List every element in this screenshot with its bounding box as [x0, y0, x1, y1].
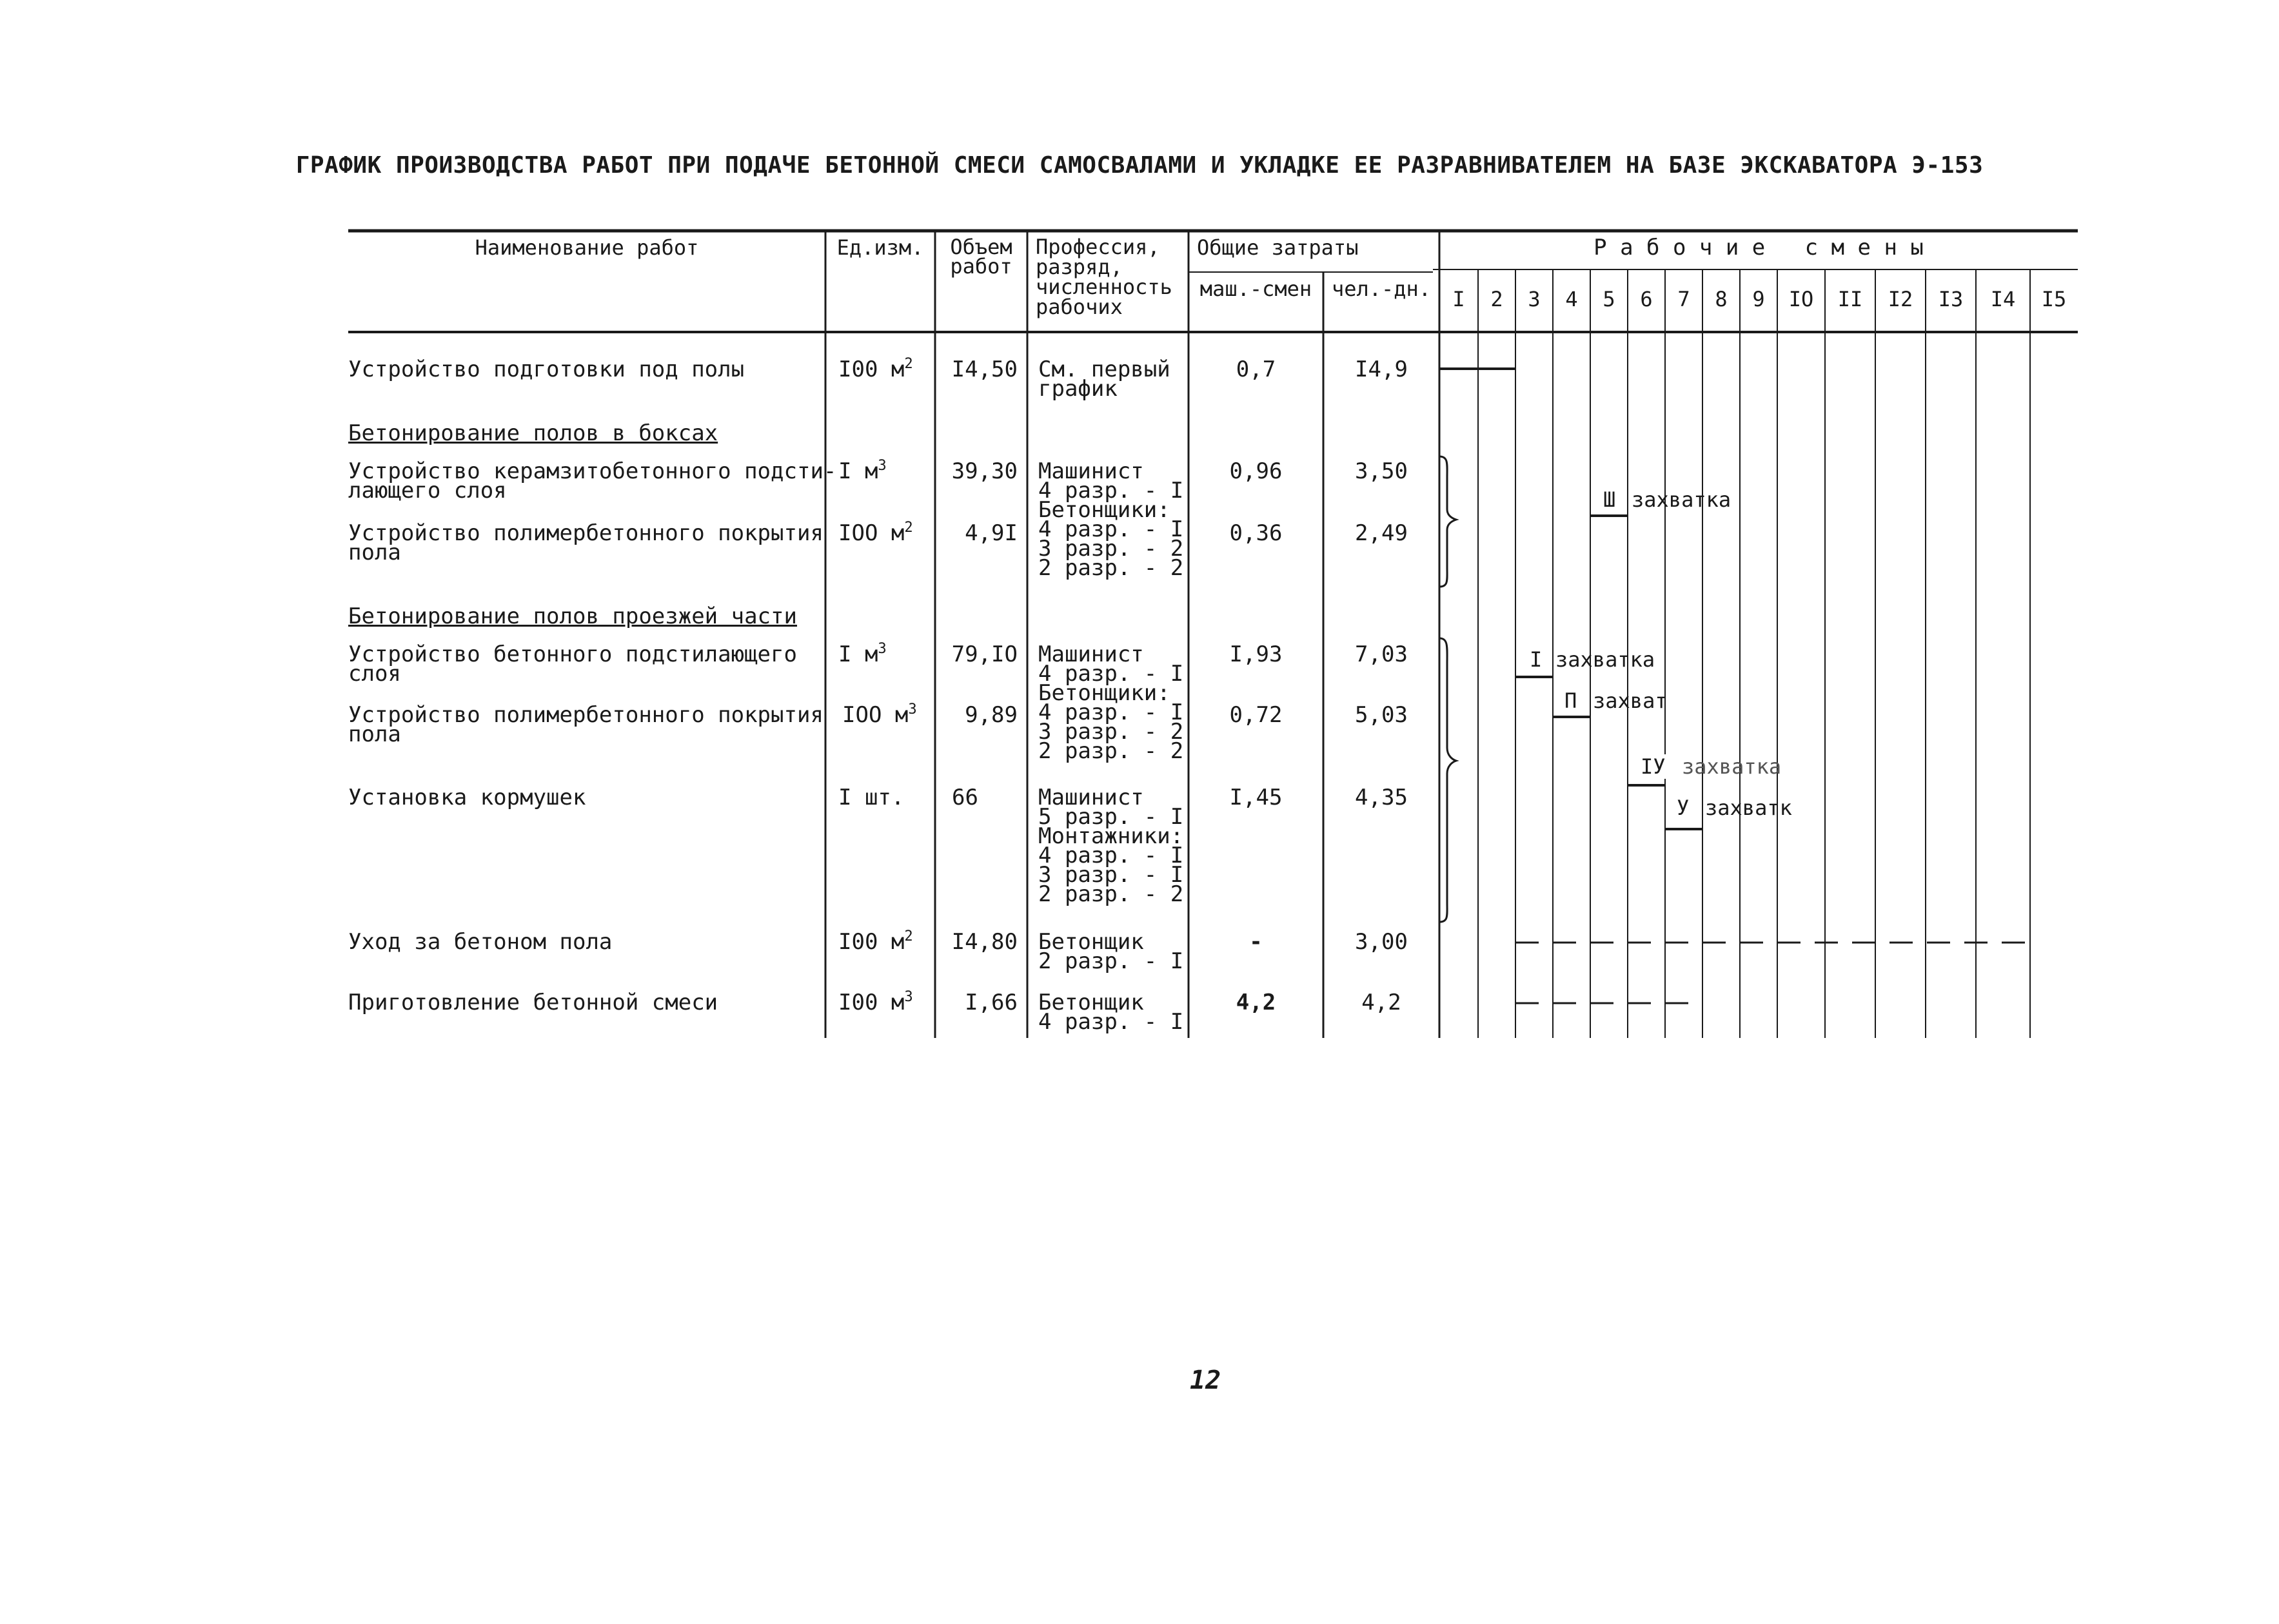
section-heading: Бетонирование полов проезжей части — [348, 603, 797, 629]
row-unit: I $м^3$ — [838, 640, 887, 667]
row-mach: I,45 — [1229, 785, 1283, 810]
row-name: Устройство полимербетонного покрытия пола — [348, 520, 824, 565]
row-volume: I4,80 — [951, 929, 1018, 955]
row-name: Уход за бетоном пола — [348, 929, 613, 955]
row-profession: Бетонщик 2 разр. - I — [1038, 929, 1184, 974]
row-mach: 0,7 — [1236, 357, 1276, 382]
row-mach: - — [1249, 929, 1263, 955]
brace-group1 — [1439, 456, 1456, 587]
row-man: 4,2 — [1361, 990, 1401, 1015]
row-unit: I00 $м^2$ — [838, 927, 913, 955]
header-name: Наименование работ — [475, 235, 699, 260]
row-name: Установка кормушек — [348, 785, 586, 810]
brace-group2 — [1439, 638, 1456, 922]
shift-number: 8 — [1715, 287, 1728, 311]
shift-number: I4 — [1990, 287, 2016, 311]
row-mach: 0,72 — [1229, 702, 1283, 728]
row-unit: I $м^3$ — [838, 456, 887, 484]
row-mach: I,93 — [1229, 641, 1283, 667]
row-volume: I,66 — [965, 990, 1018, 1015]
row-mach: 0,36 — [1229, 520, 1283, 546]
shift-number: II — [1837, 287, 1863, 311]
row-volume: 79,IO — [951, 641, 1018, 667]
row-man: 7,03 — [1355, 641, 1408, 667]
row-volume: 66 — [952, 785, 978, 810]
gantt-label-text: захват — [1593, 689, 1668, 713]
shift-number: I5 — [2041, 287, 2067, 311]
row-unit: IOO $м^2$ — [838, 518, 913, 546]
row-man: 2,49 — [1355, 520, 1408, 546]
header-mach: маш.-смен — [1199, 277, 1312, 301]
gantt-label-num: Ш — [1603, 487, 1616, 512]
header-profession: Профессия, разряд, численность рабочих — [1036, 235, 1172, 319]
gantt-label-num: П — [1564, 689, 1577, 713]
group-profession: Машинист 4 разр. - I Бетонщики: 4 разр. - I 3 разр. - 2 2 разр. - 2 — [1038, 458, 1184, 581]
row-name: Устройство полимербетонного покрытия пола — [348, 702, 824, 747]
row-man: 4,35 — [1355, 785, 1408, 810]
shift-number: 3 — [1528, 287, 1541, 311]
row-mach: 0,96 — [1229, 458, 1283, 484]
row-volume: I4,50 — [951, 357, 1018, 382]
shift-number: 5 — [1603, 287, 1615, 311]
shift-number: 4 — [1565, 287, 1578, 311]
row-man: I4,9 — [1355, 357, 1408, 382]
shift-number: I3 — [1938, 287, 1964, 311]
row-profession: Машинист 5 разр. - I Монтажники: 4 разр. - I 3 разр. - I 2 разр. - 2 — [1038, 785, 1184, 907]
row-unit: I00 $м^3$ — [838, 988, 913, 1015]
row-volume: 39,30 — [951, 458, 1018, 484]
shift-number: 2 — [1490, 287, 1503, 311]
gantt-label-text: захватка — [1632, 487, 1731, 512]
header-unit: Ед.изм. — [836, 235, 924, 260]
row-unit: I шт. — [838, 785, 905, 810]
row-unit: IOO $м^3$ — [842, 700, 917, 728]
gantt-label-num: У — [1677, 796, 1690, 820]
row-man: 3,50 — [1355, 458, 1408, 484]
page-title: ГРАФИК ПРОИЗВОДСТВА РАБОТ ПРИ ПОДАЧЕ БЕТОННОЙ СМЕСИ САМОСВАЛАМИ И УКЛАДКЕ ЕЕ РАЗРАВНИВАТЕЛЕМ НА БАЗЕ ЭКСКАВАТОРА Э-153 — [295, 152, 1984, 179]
shift-number: 9 — [1752, 287, 1765, 311]
row-name: Устройство подготовки под полы — [348, 357, 745, 382]
row-unit: I00 $м^2$ — [838, 355, 913, 382]
shift-number: I — [1452, 287, 1465, 311]
row-name: Устройство керамзитобетонного подсти- лающего слоя — [348, 458, 837, 504]
row-man: 3,00 — [1355, 929, 1408, 955]
row-volume: 4,9I — [965, 520, 1018, 546]
gantt-label-text: захватка — [1682, 754, 1782, 779]
row-name: Приготовление бетонной смеси — [348, 990, 718, 1015]
shift-number: IO — [1788, 287, 1814, 311]
gantt-label-text: захватк — [1705, 796, 1792, 820]
row-volume: 9,89 — [965, 702, 1018, 728]
header-man: чел.-дн. — [1331, 277, 1432, 301]
row-profession: Бетонщик 4 разр. - I — [1038, 990, 1184, 1035]
page-number: 12 — [1190, 1365, 1221, 1395]
row-mach: 4,2 — [1236, 990, 1276, 1015]
gantt-label-num: I — [1530, 647, 1543, 672]
shift-number: 7 — [1677, 287, 1690, 311]
row-profession: См. первый график — [1038, 357, 1170, 402]
gantt-label-text: захватка — [1555, 647, 1655, 672]
row-man: 5,03 — [1355, 702, 1408, 728]
header-costs: Общие затраты — [1197, 235, 1359, 260]
gantt-label-num: IУ — [1641, 754, 1666, 779]
header-shifts: Р а б о ч и е с м е н ы — [1593, 235, 1924, 260]
shift-number: I2 — [1888, 287, 1913, 311]
header-volume: Объем работ — [950, 235, 1012, 279]
row-name: Устройство бетонного подстилающего слоя — [348, 641, 797, 687]
group-profession: Машинист 4 разр. - I Бетонщики: 4 разр. - I 3 разр. - 2 2 разр. - 2 — [1038, 641, 1184, 764]
section-heading: Бетонирование полов в боксах — [348, 420, 718, 446]
shift-number: 6 — [1640, 287, 1653, 311]
